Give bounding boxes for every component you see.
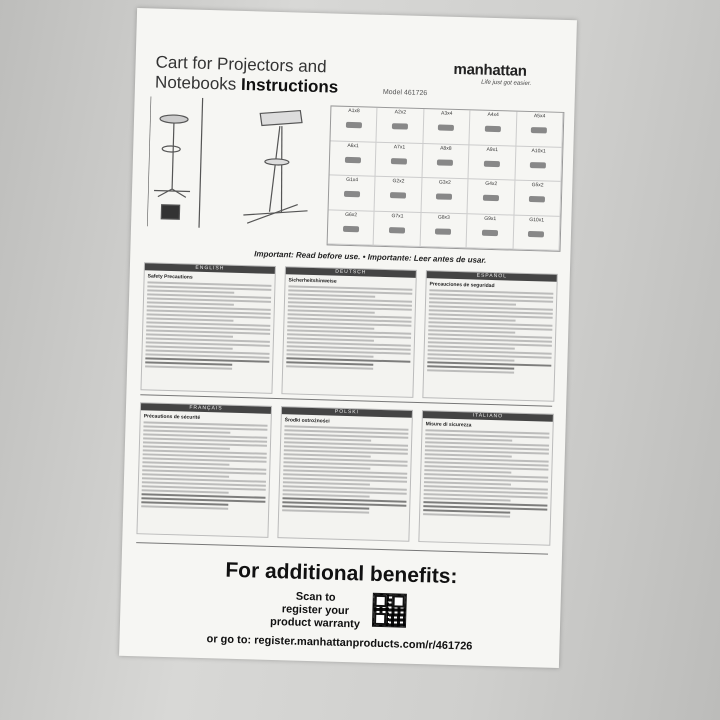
part-cell: G10x1 [513,215,560,251]
section-body [283,285,415,371]
section-body [142,281,274,371]
part-icon [389,227,405,233]
part-cell: A2x2 [377,108,424,144]
part-icon [437,159,453,165]
brand-logo: manhattan [453,60,527,80]
part-cell: A5x4 [516,112,563,148]
title-plain: Notebooks [154,72,242,94]
part-icon [391,158,407,164]
parts-grid [327,105,565,251]
section-polski [277,406,413,542]
part-icon [530,162,546,168]
part-cell: A3x4 [423,109,470,145]
section-title: Precauciones de seguridad [429,281,495,290]
part-cell: A6x1 [330,141,377,177]
part-cell: G2x2 [375,177,422,213]
part-cell: A7x1 [376,142,423,178]
section-body [424,289,556,375]
cart-illustration [147,96,331,231]
section-language: DEUTSCH [286,267,416,278]
document-title [155,53,416,100]
part-icon [528,231,544,237]
part-icon [484,161,500,167]
section-espanol [422,270,558,402]
part-icon [435,228,451,234]
part-cell: G6x2 [328,210,375,246]
important-notice: Important: Read before use. • Importante: Leer antes de usar. [254,249,487,265]
part-cell: G3x2 [421,178,468,214]
part-cell: G8x3 [420,212,467,248]
part-icon [345,157,361,163]
section-language: ITALIANO [423,411,553,422]
qr-finder [392,595,404,607]
section-title: Sicherheitshinweise [288,277,337,285]
section-italiano [418,410,554,546]
part-icon [482,230,498,236]
part-icon [529,196,545,202]
part-cell: G5x2 [514,181,561,217]
qr-code[interactable] [372,593,407,628]
title-bold: Instructions [240,74,339,97]
qr-finder [375,595,387,607]
section-english [140,262,276,394]
part-icon [485,126,501,132]
title-line-1: Cart for Projectors and [155,52,327,77]
part-icon [531,127,547,133]
section-body [420,429,552,519]
section-language: POLSKI [282,407,412,418]
divider [136,542,548,555]
section-title: Safety Precautions [147,273,193,281]
model-number: Model 461726 [382,88,428,98]
part-icon [343,226,359,232]
part-cell: G4x2 [468,179,515,215]
instruction-sheet [119,8,577,668]
registration-url[interactable]: or go to: register.manhattanproducts.com/r/461726 [206,633,473,653]
brand-tagline: Life just got easier. [481,79,532,88]
part-cell: G9x1 [467,214,514,250]
scan-line: register your [281,603,350,618]
section-language: ENGLISH [145,263,275,274]
part-cell: A4x4 [470,110,517,146]
section-body [279,425,411,515]
section-language: ESPAÑOL [427,271,557,282]
section-title: Précautions de sécurité [143,413,201,421]
part-cell: A10x1 [515,146,562,182]
part-cell: G1x4 [329,175,376,211]
part-icon [344,191,360,197]
part-icon [390,193,406,199]
section-deutsch [281,266,417,398]
section-language: FRANÇAIS [141,403,271,414]
scan-instructions [240,589,391,632]
section-title: Środki ostrożności [284,417,330,425]
part-icon [438,125,454,131]
part-icon [346,122,362,128]
part-icon [483,195,499,201]
part-cell: A1x8 [330,106,377,142]
scan-line: Scan to [295,590,336,604]
section-body [138,421,270,511]
part-icon [436,194,452,200]
part-cell: G7x1 [374,211,421,247]
section-title: Misure di sicurezza [425,421,472,429]
part-icon [392,124,408,130]
qr-finder [374,613,386,625]
part-cell: A8x8 [422,144,469,180]
scan-line: product warranty [269,615,361,631]
benefits-heading: For additional benefits: [225,558,458,589]
section-francais [136,402,272,538]
part-cell: A9x1 [469,145,516,181]
